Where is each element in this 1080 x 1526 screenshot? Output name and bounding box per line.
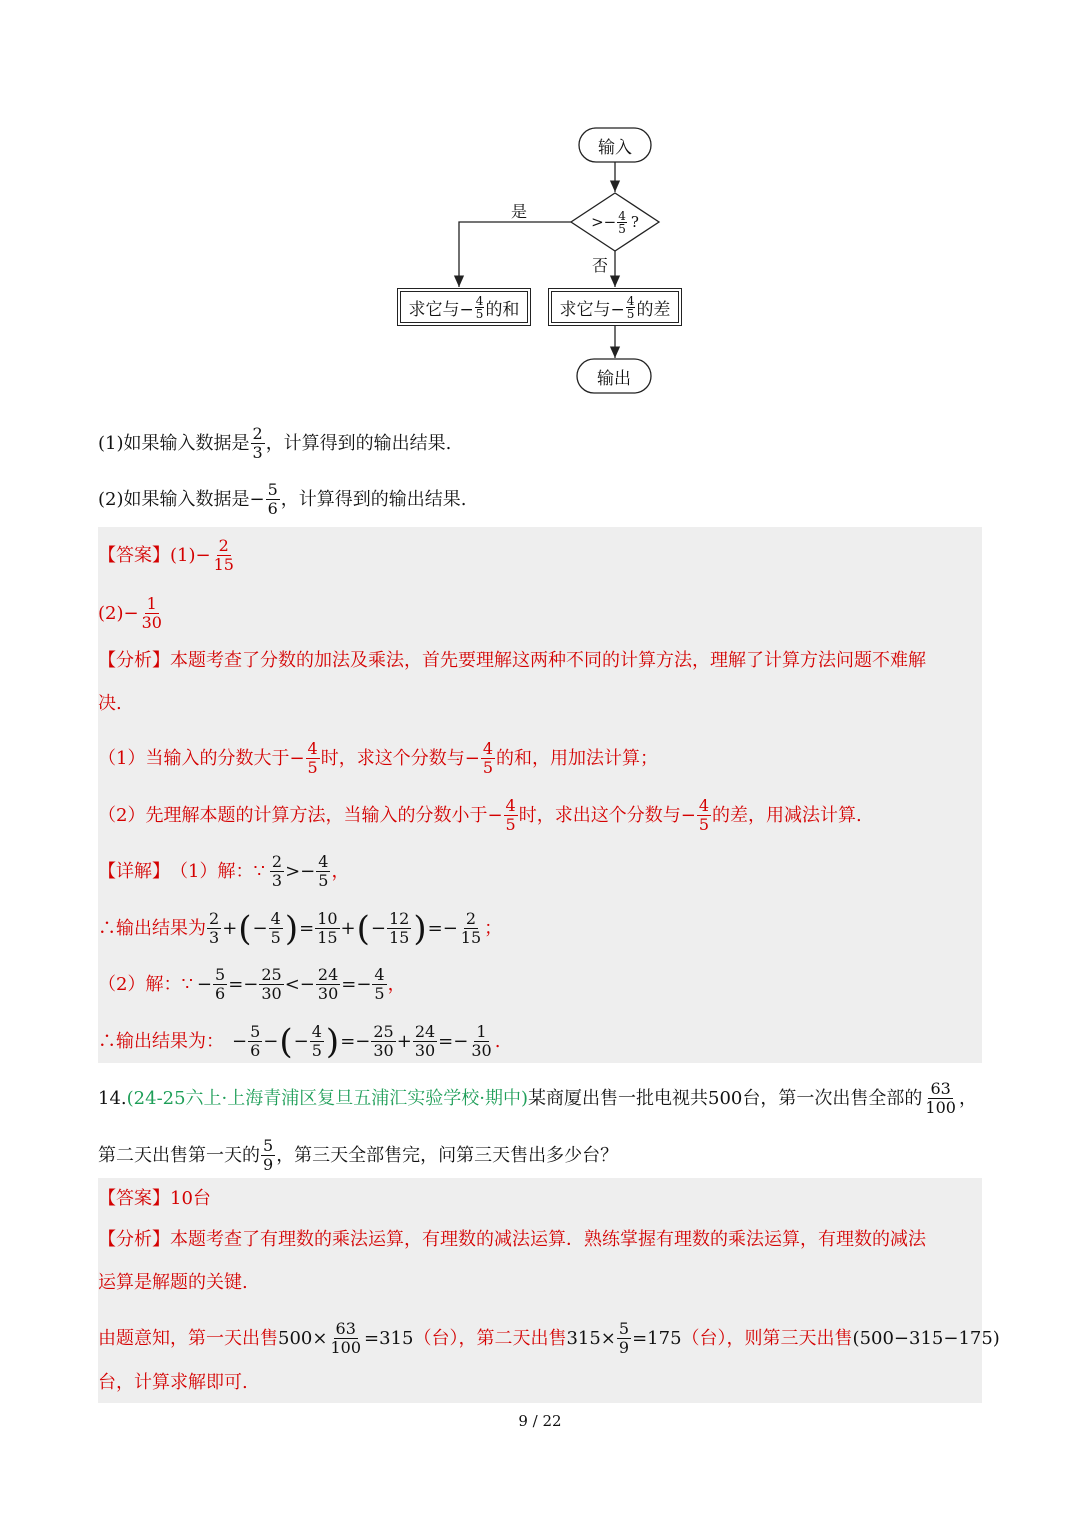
num: 2: [252, 424, 263, 443]
minus: −: [370, 917, 386, 939]
semicolon: ；: [484, 917, 503, 939]
paren-open: (: [238, 908, 252, 949]
equals-neg: =−: [427, 917, 458, 939]
den: 30: [141, 613, 162, 632]
num: 5: [263, 1136, 274, 1155]
q13-part2: [98, 481, 467, 518]
flow-end-label: 输出: [597, 368, 631, 389]
a13-analysis-line1: [98, 649, 926, 673]
num: 2: [271, 852, 283, 871]
fraction-2-15: [459, 910, 483, 947]
plus: +: [222, 917, 238, 939]
a13-answer-line2: [98, 595, 165, 632]
num: 2: [218, 536, 229, 555]
equals-neg: =−: [341, 973, 372, 995]
calc-e: 315×: [566, 1327, 616, 1349]
fraction-24-30: [316, 966, 340, 1003]
sum-box-pre: 求它与−: [408, 299, 474, 320]
num: 63: [930, 1079, 951, 1098]
flow-start: [579, 128, 651, 162]
num: 5: [250, 1022, 261, 1041]
q14-number: 14.: [98, 1087, 127, 1109]
calc-f: =175: [632, 1327, 682, 1349]
num: 12: [389, 909, 410, 928]
analysis-text: 本题考查了分数的加法及乘法，首先要理解这两种不同的计算方法，理解了计算方法问题不难解: [170, 650, 926, 671]
page-number: 9 / 22: [518, 1412, 562, 1430]
den: 30: [414, 1041, 436, 1060]
paren-open: (: [356, 908, 370, 949]
sum-box-den: 5: [475, 306, 484, 321]
num: 2: [465, 909, 477, 928]
flow-yes-label: 是: [511, 202, 528, 221]
q14-fraction-63-100: [923, 1080, 958, 1117]
a14-analysis-line2: [98, 1271, 248, 1295]
diff-box-den: 5: [626, 306, 635, 321]
sum-box-post: 的和: [485, 299, 520, 320]
calc-i: 台，计算求解即可.: [98, 1372, 248, 1393]
because-symbol: ∵: [181, 973, 193, 995]
flow-start-label: 输入: [598, 137, 632, 158]
q14-text2: 第二天出售第一天的: [98, 1144, 260, 1166]
a13-detail-result2: [98, 1023, 500, 1060]
den: 5: [311, 1041, 322, 1060]
expr-1: [206, 910, 484, 947]
fraction-4-5: [310, 1023, 324, 1060]
q13-p2-pre: (2)如果输入数据是−: [98, 488, 265, 510]
num: 5: [215, 965, 226, 984]
comma: ，: [331, 860, 350, 882]
fraction-4-5: [306, 740, 320, 777]
den: 3: [271, 871, 283, 890]
den: 15: [389, 928, 410, 947]
answer-tag: 【答案】: [98, 1188, 170, 1209]
fraction-24-30: [413, 1023, 437, 1060]
q14-text3: ，第三天全部售完，问第三天售出多少台？: [276, 1144, 619, 1166]
den: 30: [471, 1041, 492, 1060]
num: 10: [317, 909, 338, 928]
detail-2: （2）解：: [98, 973, 182, 995]
fraction-4-5: [372, 966, 386, 1003]
den: 6: [267, 499, 278, 518]
equals-neg: =−: [340, 1030, 371, 1052]
calc-d: （台），第二天出售: [413, 1327, 567, 1349]
equals-neg: =−: [438, 1030, 469, 1052]
num: 1: [476, 1022, 487, 1041]
den: 15: [317, 928, 338, 947]
den: 5: [698, 815, 710, 834]
den: 5: [482, 758, 494, 777]
a13-answer-line1: [98, 537, 237, 574]
diff-box-fraction: [626, 295, 636, 320]
a13-analysis-case1: [98, 740, 658, 777]
flow-end: [577, 359, 651, 393]
calc-h: (500−315−175): [852, 1327, 1000, 1349]
flow-decision: [580, 206, 650, 238]
paren-close: ): [325, 1021, 340, 1062]
a14-calc-line2: [98, 1371, 248, 1395]
equals-neg: =−: [228, 973, 259, 995]
den: 3: [252, 443, 263, 462]
period: .: [494, 1030, 501, 1052]
den: 100: [330, 1338, 361, 1357]
den: 30: [317, 984, 339, 1003]
comma: ，: [387, 973, 406, 995]
lt-neg: <−: [284, 973, 315, 995]
because-symbol: ∵: [253, 860, 265, 882]
fraction-25-30: [371, 1023, 395, 1060]
sum-box-fraction: [475, 295, 485, 320]
den: 5: [270, 928, 281, 947]
answer-tag: 【答案】: [98, 544, 170, 566]
fraction-2-3: [207, 910, 221, 947]
num: 24: [414, 1022, 436, 1041]
num: 4: [270, 909, 281, 928]
den: 100: [925, 1098, 956, 1117]
num: 4: [318, 852, 329, 871]
fraction-25-30: [259, 966, 283, 1003]
num: 4: [505, 796, 516, 815]
num: 63: [335, 1319, 356, 1338]
diff-box-post: 的差: [636, 299, 671, 320]
therefore-2: ∴输出结果为：: [98, 1030, 224, 1052]
decision-q: ?: [630, 213, 639, 231]
analysis-text: 本题考查了有理数的乘法运算，有理数的减法运算．熟练掌握有理数的乘法运算，有理数的减法: [170, 1229, 926, 1250]
sum-box-num: 4: [475, 293, 484, 308]
q13-p1-post: ，计算得到的输出结果.: [265, 432, 452, 454]
num: 24: [317, 965, 339, 984]
den: 5: [307, 758, 318, 777]
flow-sum-box: [397, 288, 531, 326]
num: 2: [209, 909, 220, 928]
calc-expr2: [566, 1320, 681, 1357]
q13-p1-pre: (1)如果输入数据是: [98, 432, 250, 454]
num: 4: [307, 739, 318, 758]
minus: −: [263, 1030, 279, 1052]
num: 25: [261, 965, 282, 984]
expr-2: [197, 966, 388, 1003]
den: 30: [261, 984, 282, 1003]
minus: −: [196, 973, 212, 995]
decision-op: >−: [591, 213, 617, 231]
minus: −: [232, 1030, 248, 1052]
den: 5: [374, 984, 385, 1003]
num: 5: [267, 480, 278, 499]
a13-detail-result1: [98, 910, 502, 947]
equals: =: [299, 917, 315, 939]
num: 4: [374, 965, 385, 984]
analysis-text-cont: 运算是解题的关键.: [98, 1272, 248, 1293]
a13-analysis-case2: [98, 797, 862, 834]
q13-part1: [98, 425, 451, 462]
minus: −: [252, 917, 268, 939]
calc-b: 500×: [278, 1327, 328, 1349]
fraction-1-30: [469, 1023, 493, 1060]
den: 15: [460, 928, 482, 947]
a13-analysis-line2: [98, 692, 122, 716]
detail-tag: 【详解】: [98, 860, 170, 882]
den: 5: [318, 871, 329, 890]
q14-text1: 某商厦出售一批电视共500台，第一次出售全部的: [528, 1087, 923, 1109]
den: 5: [505, 815, 516, 834]
num: 4: [311, 1022, 322, 1041]
fraction-10-15: [315, 910, 339, 947]
calc-g: （台），则第三天出售: [681, 1327, 853, 1349]
ans1-fraction: [212, 537, 236, 574]
fraction-4-5: [269, 910, 283, 947]
den: 30: [373, 1041, 394, 1060]
a14-calc-line: [98, 1320, 1000, 1357]
paren-close: ): [413, 908, 427, 949]
fraction-4-5: [697, 797, 711, 834]
case1-b: 时，求这个分数与−: [320, 747, 480, 769]
num: 25: [373, 1022, 394, 1041]
flow-diff-box: [548, 288, 682, 326]
calc-expr1: [278, 1320, 413, 1357]
plus: +: [340, 917, 356, 939]
den: 15: [213, 555, 234, 574]
a13-detail-line2: [98, 966, 406, 1003]
detail-1: （1）解：: [170, 860, 254, 882]
fraction-12-15: [387, 910, 411, 947]
diff-box-pre: 求它与−: [559, 299, 625, 320]
fraction-4-5: [316, 853, 330, 890]
flowchart-lines: [0, 0, 1080, 420]
case1-c: 的和，用加法计算；: [496, 747, 659, 769]
q14-line2: [98, 1137, 618, 1174]
den: 9: [263, 1155, 274, 1174]
answer-value: 10台: [170, 1188, 211, 1209]
gt-neg: >−: [285, 860, 316, 882]
q14-fraction-5-9: [261, 1137, 275, 1174]
calc-a: 由题意知，第一天出售: [98, 1327, 278, 1349]
case2-c: 的差，用减法计算.: [712, 804, 862, 826]
fraction-5-6: [248, 1023, 262, 1060]
num: 5: [618, 1319, 630, 1338]
minus: −: [293, 1030, 309, 1052]
decision-den: 5: [618, 221, 626, 236]
q13-p2-post: ，计算得到的输出结果.: [280, 488, 467, 510]
expr-3: [232, 1023, 495, 1060]
a13-detail-line1: [98, 853, 349, 890]
a14-analysis-line1: [98, 1228, 926, 1252]
a14-answer: [98, 1187, 211, 1211]
den: 3: [209, 928, 220, 947]
paren-open: (: [279, 1021, 293, 1062]
calc-c: =315: [364, 1327, 414, 1349]
case2-b: 时，求出这个分数与−: [518, 804, 696, 826]
analysis-tag: 【分析】: [98, 650, 170, 671]
num: 1: [146, 594, 157, 613]
paren-close: ): [284, 908, 299, 949]
fraction-5-9: [617, 1320, 631, 1357]
analysis-text-cont: 决.: [98, 693, 122, 714]
q14-line1: [98, 1080, 977, 1117]
q13-p2-fraction: [266, 481, 280, 518]
fraction-5-6: [213, 966, 227, 1003]
ans2-fraction: [140, 595, 164, 632]
flow-no-label: 否: [592, 256, 609, 275]
ans1-pre: (1)−: [170, 544, 211, 566]
analysis-tag: 【分析】: [98, 1229, 170, 1250]
decision-fraction: [617, 210, 627, 235]
fraction-4-5: [504, 797, 518, 834]
num: 4: [482, 739, 494, 758]
comma: ，: [958, 1087, 977, 1109]
fraction-4-5: [481, 740, 495, 777]
den: 9: [618, 1338, 630, 1357]
therefore-1: ∴输出结果为: [98, 917, 206, 939]
den: 6: [215, 984, 226, 1003]
ans2-pre: (2)−: [98, 602, 139, 624]
fraction-63-100: [328, 1320, 363, 1357]
decision-num: 4: [618, 208, 626, 223]
q14-source: (24-25六上·上海青浦区复旦五浦汇实验学校·期中): [126, 1087, 529, 1109]
plus: +: [396, 1030, 412, 1052]
diff-box-num: 4: [626, 293, 635, 308]
fraction-2-3: [270, 853, 284, 890]
case1-a: （1）当输入的分数大于−: [98, 747, 305, 769]
q13-p1-fraction: [251, 425, 265, 462]
den: 6: [250, 1041, 261, 1060]
case2-a: （2）先理解本题的计算方法，当输入的分数小于−: [98, 804, 503, 826]
num: 4: [698, 796, 710, 815]
